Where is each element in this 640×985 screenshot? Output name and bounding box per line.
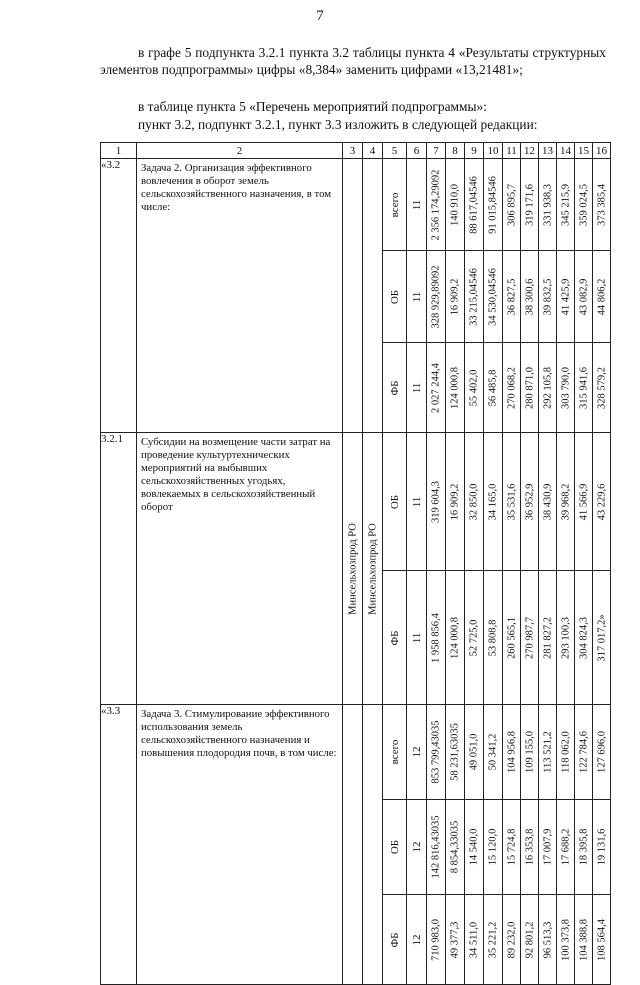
amount-text: 15 724,8	[506, 828, 517, 866]
amount-cell	[557, 705, 575, 800]
amount-cell	[427, 159, 446, 251]
amount-text: 92 801,2	[524, 921, 535, 958]
amount-text: 17 007,9	[542, 828, 553, 866]
amount-cell	[484, 705, 503, 800]
amount-text: 260 565,1	[506, 616, 517, 659]
funding-source-cell	[383, 571, 407, 705]
amount-text: 58 231,63035	[449, 723, 461, 781]
amount-cell	[593, 895, 611, 985]
amount-text: 328 579,2	[596, 366, 607, 409]
amount-cell	[521, 159, 539, 251]
amount-cell	[465, 705, 484, 800]
amount-text: 18 395,8	[578, 828, 589, 866]
header-cell: 3	[343, 143, 363, 159]
amount-cell	[484, 800, 503, 895]
amount-cell	[557, 433, 575, 571]
amount-text: 142 816,43035	[430, 815, 442, 879]
amount-text: 49 377,3	[449, 921, 461, 958]
amount-text: 108 564,4	[596, 918, 607, 961]
amount-cell	[539, 159, 557, 251]
amount-cell	[503, 895, 521, 985]
header-cell: 6	[407, 143, 427, 159]
amount-cell	[557, 571, 575, 705]
amount-cell	[557, 343, 575, 433]
amount-text: 319 171,6	[524, 183, 535, 226]
amount-cell	[539, 343, 557, 433]
executor-cell	[363, 433, 383, 705]
executor-cell	[363, 159, 383, 433]
amount-cell	[446, 571, 465, 705]
amount-text: 33 215,04546	[468, 267, 480, 326]
page-number: 7	[316, 8, 324, 24]
amount-text: 88 617,04546	[468, 175, 480, 234]
amount-text: 43 082,9	[578, 278, 589, 315]
amount-text: 127 696,0	[596, 731, 607, 773]
amount-cell	[575, 251, 593, 343]
amount-cell	[539, 895, 557, 985]
amount-cell	[484, 571, 503, 705]
code-cell	[407, 433, 427, 571]
amount-text: 270 068,2	[506, 366, 517, 409]
amount-cell	[575, 800, 593, 895]
amount-text: 36 952,9	[524, 483, 535, 520]
code-cell-text: 11	[410, 382, 423, 393]
header-cell: 12	[521, 143, 539, 159]
table-row	[101, 705, 611, 800]
amount-cell	[427, 433, 446, 571]
amount-text: 280 871,0	[524, 366, 535, 409]
amount-text: 293 100,3	[560, 616, 571, 659]
code-cell	[407, 251, 427, 343]
funding-source-cell-text: всего	[388, 192, 401, 217]
amount-cell	[557, 251, 575, 343]
amount-cell	[539, 571, 557, 705]
amount-cell	[503, 571, 521, 705]
code-cell	[407, 705, 427, 800]
amount-text: 710 983,0	[430, 918, 442, 961]
amount-text: 1 958 856,4	[430, 612, 442, 663]
amount-cell	[446, 251, 465, 343]
amount-cell	[465, 251, 484, 343]
header-cell: 5	[383, 143, 407, 159]
amount-text: 122 784,6	[578, 731, 589, 773]
amount-cell	[484, 159, 503, 251]
executor-cell	[343, 705, 363, 985]
amount-text: 35 531,6	[506, 483, 517, 520]
amount-cell	[557, 800, 575, 895]
code-cell	[407, 343, 427, 433]
amount-cell	[427, 251, 446, 343]
amount-cell	[465, 159, 484, 251]
funding-source-cell	[383, 800, 407, 895]
amount-text: 53 808,8	[487, 619, 499, 656]
amount-cell	[575, 895, 593, 985]
amount-cell	[446, 895, 465, 985]
amount-text: 124 000,8	[449, 616, 461, 659]
amount-cell	[575, 571, 593, 705]
amount-cell	[446, 433, 465, 571]
amount-cell	[484, 433, 503, 571]
amount-cell	[465, 800, 484, 895]
code-cell-text: 12	[410, 934, 423, 945]
table-row	[101, 433, 611, 571]
amount-text: 2 027 244,4	[430, 362, 442, 413]
header-cell: 13	[539, 143, 557, 159]
amount-text: 91 015,84546	[487, 175, 499, 234]
amount-text: 19 131,6	[596, 828, 607, 866]
amount-cell	[575, 705, 593, 800]
amount-cell	[557, 159, 575, 251]
amount-cell	[484, 343, 503, 433]
amount-cell	[503, 343, 521, 433]
funding-source-cell-text: ОБ	[388, 289, 401, 304]
funding-source-cell-text: ОБ	[388, 494, 401, 509]
code-cell	[407, 571, 427, 705]
amount-cell	[521, 705, 539, 800]
amount-cell	[521, 433, 539, 571]
header-cell: 1	[101, 143, 137, 159]
amount-cell	[521, 343, 539, 433]
amount-text: 104 956,8	[506, 731, 517, 773]
amount-cell	[593, 705, 611, 800]
funding-source-cell	[383, 159, 407, 251]
amount-text: 39 832,5	[542, 278, 553, 315]
amount-text: 52 725,0	[468, 619, 480, 656]
header-cell: 11	[503, 143, 521, 159]
amount-text: 38 430,9	[542, 483, 553, 520]
code-cell-text: 11	[410, 632, 423, 643]
amount-text: 16 353,8	[524, 828, 535, 866]
amount-text: 853 799,43035	[430, 720, 442, 784]
funding-source-cell	[383, 251, 407, 343]
funding-source-cell-text: ФБ	[388, 931, 401, 948]
row-description-text: Субсидии на возмещение части затрат на проведение культуртехнических мероприятий на выбывших сельскохозяйственных угодьях, вовлекаемых в сельскохозяйственный оборот	[141, 436, 331, 513]
row-number-cell: «3.3	[101, 705, 137, 985]
paragraph-amendment-2: в таблице пункта 5 «Перечень мероприятий подпрограммы»:	[138, 99, 487, 114]
amount-text: 41 566,9	[578, 483, 589, 520]
amount-text: 43 229,6	[596, 483, 607, 520]
amount-text: 14 540,0	[468, 828, 480, 866]
amount-cell	[557, 895, 575, 985]
amount-text: 34 165,0	[487, 483, 499, 520]
amount-text: 89 232,0	[506, 921, 517, 958]
amount-cell	[465, 895, 484, 985]
amount-text: 292 105,8	[542, 366, 553, 409]
amount-text: 345 215,9	[560, 183, 571, 226]
amount-cell	[539, 433, 557, 571]
amount-cell	[593, 571, 611, 705]
amount-cell	[446, 159, 465, 251]
amount-text: 41 425,9	[560, 278, 571, 315]
amount-text: 17 688,2	[560, 828, 571, 866]
funding-source-cell	[383, 705, 407, 800]
code-cell	[407, 800, 427, 895]
row-number-cell: 3.2.1	[101, 433, 137, 705]
amount-text: 34 511,0	[468, 921, 480, 958]
amount-text: 281 827,2	[542, 616, 553, 659]
amount-cell	[593, 800, 611, 895]
amount-cell	[575, 433, 593, 571]
amount-cell	[446, 705, 465, 800]
amount-text: 15 120,0	[487, 828, 499, 866]
row-number-cell: «3.2	[101, 159, 137, 433]
amount-text: 304 824,3	[578, 616, 589, 659]
code-cell-text: 12	[410, 841, 423, 853]
code-cell-text: 12	[410, 746, 423, 758]
amount-cell	[446, 800, 465, 895]
table-header-row	[101, 143, 611, 159]
header-cell: 14	[557, 143, 575, 159]
code-cell-text: 11	[410, 199, 423, 210]
amount-cell	[575, 343, 593, 433]
amount-cell	[427, 705, 446, 800]
amount-text: 328 929,89092	[430, 265, 442, 328]
row-description-cell	[137, 159, 343, 433]
amount-cell	[503, 705, 521, 800]
executor-text: Минсельхозпрод РО	[347, 522, 358, 615]
amount-text: 16 909,2	[449, 278, 461, 315]
code-cell-text: 11	[410, 496, 423, 507]
amount-text: 34 530,04546	[487, 267, 499, 326]
amount-text: 96 513,3	[542, 921, 553, 958]
header-cell: 2	[137, 143, 343, 159]
amount-text: 118 062,0	[560, 731, 571, 773]
amount-cell	[465, 343, 484, 433]
amount-text: 50 341,2	[487, 733, 499, 771]
funding-source-cell-text: всего	[388, 739, 401, 765]
executor-cell	[343, 159, 363, 433]
amount-text: 270 987,7	[524, 616, 535, 659]
funding-source-cell	[383, 343, 407, 433]
funding-source-cell	[383, 433, 407, 571]
amount-text: 315 941,6	[578, 366, 589, 409]
executor-cell	[363, 705, 383, 985]
amount-cell	[575, 159, 593, 251]
row-description-text: Задача 3. Стимулирование эффективного использования земель сельскохозяйственного назначения и повышения плодородия почв, в том числе:	[141, 708, 337, 759]
activities-table	[100, 142, 611, 985]
amount-cell	[521, 251, 539, 343]
paragraph-amendment-3: пункт 3.2, подпункт 3.2.1, пункт 3.3 изложить в следующей редакции:	[138, 117, 538, 132]
code-cell	[407, 159, 427, 251]
executor-text: Минсельхозпрод РО	[367, 522, 378, 615]
amount-text: 373 385,4	[596, 183, 607, 226]
executor-cell	[343, 433, 363, 705]
amount-text: 303 790,0	[560, 366, 571, 409]
amount-cell	[593, 343, 611, 433]
header-cell: 4	[363, 143, 383, 159]
amount-cell	[465, 571, 484, 705]
amount-text: 38 300,6	[524, 278, 535, 315]
amount-cell	[521, 571, 539, 705]
row-description-text: Задача 2. Организация эффективного вовлечения в оборот земель сельскохозяйственного назначения, в том числе:	[141, 162, 332, 213]
header-cell: 16	[593, 143, 611, 159]
amount-text: 36 827,5	[506, 278, 517, 315]
amount-text: 35 221,2	[487, 921, 499, 958]
amount-text: 331 938,3	[542, 183, 553, 226]
header-cell: 8	[446, 143, 465, 159]
row-description-cell	[137, 705, 343, 985]
paragraph-amendment-1: в графе 5 подпункта 3.2.1 пункта 3.2 таблицы пункта 4 «Результаты структурных элементов подпрограммы» цифры «8,384» заменить цифрами «13,21481»;	[100, 45, 606, 77]
amount-text: 44 806,2	[596, 278, 607, 315]
amount-cell	[503, 159, 521, 251]
amount-text: 109 155,0	[524, 731, 535, 773]
amount-cell	[465, 433, 484, 571]
amount-text: 16 909,2	[449, 483, 461, 520]
amount-text: 306 895,7	[506, 183, 517, 226]
amount-cell	[427, 343, 446, 433]
amount-cell	[427, 800, 446, 895]
amount-text: 56 485,8	[487, 369, 499, 406]
funding-source-cell-text: ОБ	[388, 839, 401, 855]
amount-text: 32 850,0	[468, 483, 480, 520]
funding-source-cell-text: ФБ	[388, 379, 401, 396]
amount-text: 317 017,2»	[596, 613, 607, 662]
amount-cell	[593, 433, 611, 571]
amount-text: 49 051,0	[468, 733, 480, 771]
code-cell	[407, 895, 427, 985]
amount-text: 140 910,0	[449, 183, 461, 226]
amount-text: 8 854,33035	[449, 820, 461, 874]
amount-cell	[484, 251, 503, 343]
amount-text: 55 402,0	[468, 369, 480, 406]
amount-text: 104 388,8	[578, 918, 589, 961]
funding-source-cell	[383, 895, 407, 985]
amount-cell	[521, 800, 539, 895]
header-cell: 9	[465, 143, 484, 159]
amount-cell	[503, 800, 521, 895]
amount-cell	[503, 433, 521, 571]
code-cell-text: 11	[410, 291, 423, 302]
row-description-cell	[137, 433, 343, 705]
header-cell: 10	[484, 143, 503, 159]
amount-cell	[539, 705, 557, 800]
amount-text: 113 521,2	[542, 731, 553, 773]
amount-cell	[539, 251, 557, 343]
amount-cell	[539, 800, 557, 895]
amount-cell	[446, 343, 465, 433]
amount-text: 2 356 174,29092	[430, 169, 442, 240]
amount-cell	[503, 251, 521, 343]
amount-text: 124 000,8	[449, 366, 461, 409]
amount-text: 39 968,2	[560, 483, 571, 520]
funding-source-cell-text: ФБ	[388, 629, 401, 646]
amount-cell	[593, 159, 611, 251]
amount-cell	[427, 895, 446, 985]
amount-cell	[593, 251, 611, 343]
amount-cell	[484, 895, 503, 985]
amount-text: 100 373,8	[560, 918, 571, 961]
amount-text: 359 024,5	[578, 183, 589, 226]
header-cell: 7	[427, 143, 446, 159]
amount-cell	[521, 895, 539, 985]
amount-text: 319 604,3	[430, 480, 442, 523]
table-row	[101, 159, 611, 251]
header-cell: 15	[575, 143, 593, 159]
amount-cell	[427, 571, 446, 705]
